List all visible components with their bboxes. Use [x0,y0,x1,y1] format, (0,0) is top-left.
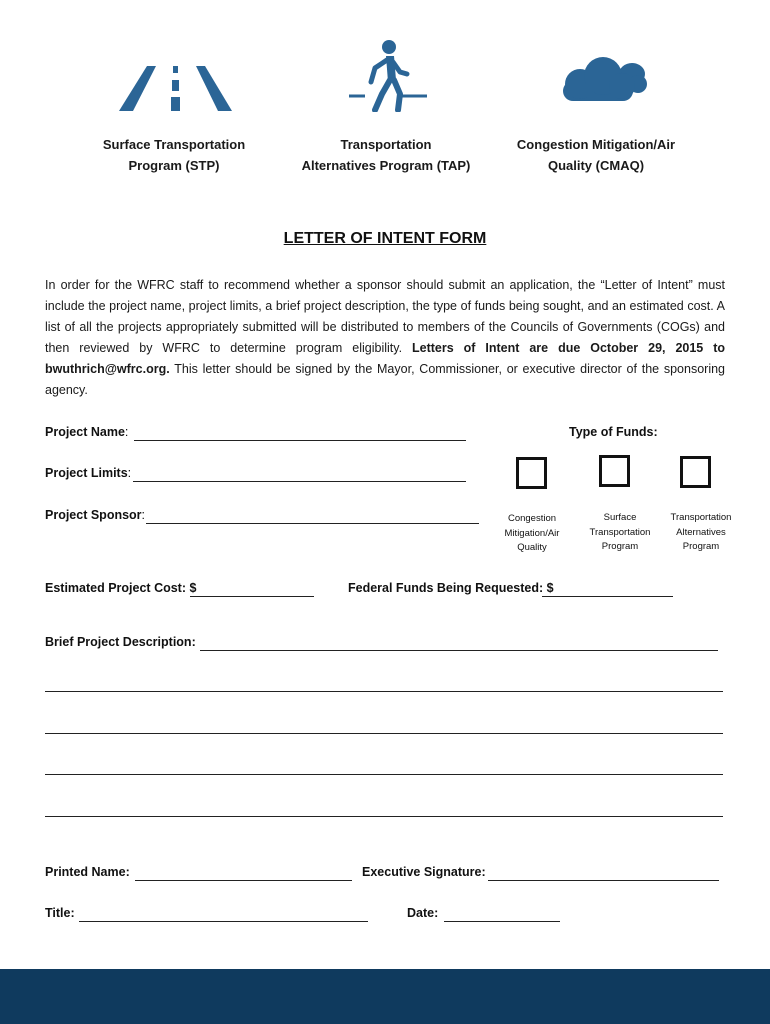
executive-signature-field[interactable] [488,880,719,881]
cmaq-checkbox-label: Congestion Mitigation/Air Quality [504,513,560,553]
printed-name-label: Printed Name: [45,865,130,879]
footer-bar [0,969,770,1024]
project-sponsor-label: Project Sponsor: [45,508,146,522]
pedestrian-icon [346,38,430,112]
stp-checkbox[interactable] [599,455,630,487]
cmaq-checkbox[interactable] [516,457,547,489]
project-name-field[interactable] [134,440,466,441]
federal-funds-field[interactable] [542,596,673,597]
title-label: Title: [45,906,75,920]
tap-checkbox-label: Transportation Alternatives Program [670,512,732,552]
program-cmaq-caption: Congestion Mitigation/Air Quality (CMAQ) [516,137,676,173]
printed-name-field[interactable] [135,880,352,881]
intro-paragraph: In order for the WFRC staff to recommend whether a sponsor should submit an application, the “Letter of Intent” must include the project name, project limits, a brief project description, the type of funds being sought, and an estimated cost. A list of all the projects appropriately submitted will be distributed to members of the Councils of Governments (COGs) and then reviewed by WFRC to determine program eligibility. Letters of Intent are due October 29, 2015 to bwuthrich@wfrc.org. This letter should be signed by the Mayor, Commissioner, or executive director of the sponsoring agency. [45,278,726,397]
brief-description-label: Brief Project Description: [45,635,196,649]
cloud-icon [560,56,650,102]
description-line-1[interactable] [200,650,718,651]
estimated-cost-field[interactable] [190,596,314,597]
description-line-5[interactable] [45,816,723,817]
title-field[interactable] [79,921,368,922]
tap-checkbox[interactable] [680,456,711,488]
description-line-4[interactable] [45,774,723,775]
program-stp-caption: Surface Transportation Program (STP) [102,137,246,173]
road-icon [119,66,233,112]
project-sponsor-field[interactable] [146,523,479,524]
executive-signature-label: Executive Signature: [362,865,486,879]
project-name-label: Project Name: [45,425,129,439]
description-line-3[interactable] [45,733,723,734]
program-tap-caption: Transportation Alternatives Program (TAP) [301,137,471,173]
form-title: LETTER OF INTENT FORM [283,230,487,247]
date-field[interactable] [444,921,560,922]
due-date-notice: Letters of Intent are due October 29, 2015 to bwuthrich@wfrc.org. [45,341,726,376]
type-of-funds-label: Type of Funds: [569,425,658,439]
stp-checkbox-label: Surface Transportation Program [589,512,651,552]
date-label: Date: [407,906,439,920]
federal-funds-label: Federal Funds Being Requested: $ [348,581,554,595]
project-limits-field[interactable] [133,481,466,482]
project-limits-label: Project Limits: [45,466,132,480]
estimated-cost-label: Estimated Project Cost: $ [45,581,197,595]
description-line-2[interactable] [45,691,723,692]
